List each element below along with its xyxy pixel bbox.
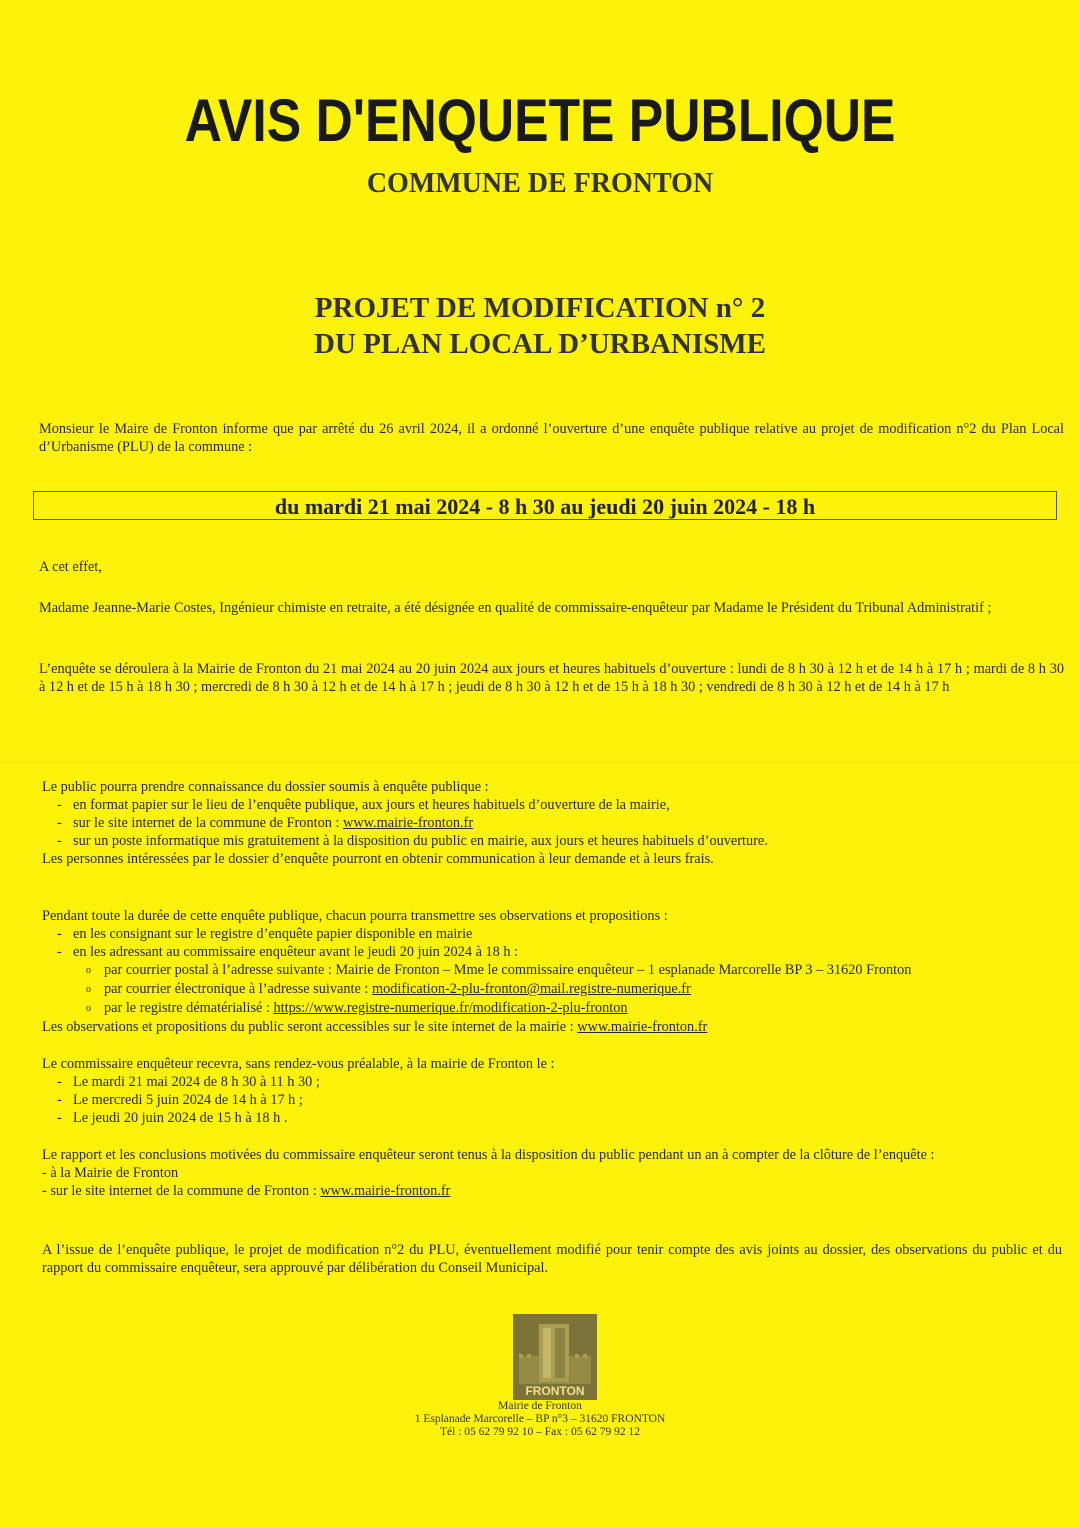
registre-link[interactable]: https://www.registre-numerique.fr/modification-2-plu-fronton <box>273 1000 628 1016</box>
permanences-section <box>42 1055 1062 1127</box>
list-item-text: en les adressant au commissaire enquêteur avant le jeudi 20 juin 2024 à 18 h : <box>73 944 519 960</box>
enquiry-dates-box: du mardi 21 mai 2024 - 8 h 30 au jeudi 20 juin 2024 - 18 h <box>33 491 1057 520</box>
permanences-intro: Le commissaire enquêteur recevra, sans rendez-vous préalable, à la mairie de Fronton le : <box>42 1056 555 1072</box>
footer-line1: Mairie de Fronton <box>498 1400 582 1412</box>
effet-line: A cet effet, <box>39 559 102 575</box>
rapport-section <box>42 1146 1062 1200</box>
observations-outro-text: Les observations et propositions du public seront accessibles sur le site internet de la mairie : <box>42 1019 578 1035</box>
logo-label: FRONTON <box>525 1384 585 1398</box>
mairie-website-link[interactable]: www.mairie-fronton.fr <box>577 1019 708 1035</box>
list-item: - sur le site internet de la commune de Fronton : www.mairie-fronton.fr <box>57 815 474 831</box>
sub-list-item: o par courrier postal à l’adresse suivante : Mairie de Fronton – Mme le commissaire enquêteur – 1 esplanade Marcorelle BP 3 – 31620 Fronton <box>86 962 912 978</box>
observations-outro <box>42 1018 1062 1036</box>
list-item: - Le mardi 21 mai 2024 de 8 h 30 à 11 h 30 ; <box>57 1074 320 1090</box>
list-item: - sur un poste informatique mis gratuitement à la disposition du public en mairie, aux jours et heures habituels d’ouverture. <box>57 833 768 849</box>
commune-name: COMMUNE DE FRONTON <box>366 168 714 199</box>
footer <box>0 1400 1080 1439</box>
list-item: - à la Mairie de Fronton <box>42 1165 179 1181</box>
fronton-logo <box>513 1314 597 1400</box>
list-item: - en format papier sur le lieu de l’enquête publique, aux jours et heures habituels d’ouverture de la mairie, <box>57 797 670 813</box>
project-heading <box>0 290 1080 362</box>
list-item <box>42 1182 1062 1200</box>
footer-address: 1 Esplanade Marcorelle – BP n°3 – 31620 FRONTON <box>414 1413 666 1425</box>
list-item: - en les consignant sur le registre d’enquête papier disponible en mairie <box>57 926 473 942</box>
project-heading-line1: PROJET DE MODIFICATION n° 2 <box>314 292 766 324</box>
observations-intro: Pendant toute la durée de cette enquête publique, chacun pourra transmettre ses observations et propositions : <box>42 908 668 924</box>
consultation-intro: Le public pourra prendre connaissance du dossier soumis à enquête publique : <box>42 779 489 795</box>
list-item-text: en format papier sur le lieu de l’enquête publique, aux jours et heures habituels d’ouverture de la mairie, <box>73 797 670 813</box>
page-fold-line <box>0 762 1080 763</box>
consultation-section <box>42 778 1062 868</box>
list-item-text: sur un poste informatique mis gratuitement à la disposition du public en mairie, aux jours et heures habituels d’ouverture. <box>73 833 768 849</box>
sub-list-item-text: par le registre dématérialisé : <box>104 1000 274 1016</box>
list-item-text: sur le site internet de la commune de Fronton : <box>73 815 343 831</box>
list-item-text: en les consignant sur le registre d’enquête papier disponible en mairie <box>73 926 473 942</box>
email-link[interactable]: modification-2-plu-fronton@mail.registre-numerique.fr <box>371 981 691 997</box>
rapport-intro: Le rapport et les conclusions motivées du commissaire enquêteur seront tenus à la disposition du public pendant un an à compter de la clôture de l’enquête : <box>42 1147 935 1163</box>
sub-list-item-text: par courrier postal à l’adresse suivante : Mairie de Fronton – Mme le commissaire enquêteur – 1 esplanade Marcorelle BP 3 – 31620 Fronton <box>104 962 912 978</box>
list-item: - en les adressant au commissaire enquêteur avant le jeudi 20 juin 2024 à 18 h : <box>57 944 519 960</box>
notice-title: AVIS D'ENQUETE PUBLIQUE <box>184 87 896 154</box>
list-item-text: Le mardi 21 mai 2024 de 8 h 30 à 11 h 30 ; <box>73 1074 320 1090</box>
mairie-website-link[interactable]: www.mairie-fronton.fr <box>320 1183 451 1199</box>
list-item: - Le jeudi 20 juin 2024 de 15 h à 18 h . <box>57 1110 288 1126</box>
list-item-text: Le mercredi 5 juin 2024 de 14 h à 17 h ; <box>73 1092 303 1108</box>
list-item-text: - sur le site internet de la commune de Fronton : <box>42 1183 321 1199</box>
footer-contact: Tél : 05 62 79 92 10 – Fax : 05 62 79 92 12 <box>440 1426 640 1438</box>
list-item: - Le mercredi 5 juin 2024 de 14 h à 17 h ; <box>57 1092 303 1108</box>
consultation-outro: Les personnes intéressées par le dossier d’enquête pourront en obtenir communication à leur demande et à leurs frais. <box>42 851 714 867</box>
sub-list-item: o par courrier électronique à l’adresse suivante : modification-2-plu-fronton@mail.registre-numerique.fr <box>86 981 691 997</box>
commissaire-paragraph: Madame Jeanne-Marie Costes, Ingénieur chimiste en retraite, a été désignée en qualité de commissaire-enquêteur par Madame le Président du Tribunal Administratif ; <box>39 600 992 616</box>
sub-list-item: o par le registre dématérialisé : https://www.registre-numerique.fr/modification-2-plu-fronton <box>86 1000 628 1016</box>
intro-paragraph: Monsieur le Maire de Fronton informe que par arrêté du 26 avril 2024, il a ordonné l’ouverture d’une enquête publique relative au projet de modification n°2 du Plan Local d’Urbanisme (PLU) de la commune : <box>39 421 1064 455</box>
list-item-text: Le jeudi 20 juin 2024 de 15 h à 18 h . <box>73 1110 288 1126</box>
conclusion-paragraph: A l’issue de l’enquête publique, le projet de modification n°2 du PLU, éventuellement modifié pour tenir compte des avis joints au dossier, des observations du public et du rapport du commissaire enquêteur, sera approuvé par délibération du Conseil Municipal. <box>42 1242 1062 1276</box>
sub-list-item-text: par courrier électronique à l’adresse suivante : <box>104 981 372 997</box>
project-heading-line2: DU PLAN LOCAL D’URBANISME <box>314 328 766 360</box>
mairie-website-link[interactable]: www.mairie-fronton.fr <box>343 815 474 831</box>
deroulement-paragraph: L’enquête se déroulera à la Mairie de Fronton du 21 mai 2024 au 20 juin 2024 aux jours et heures habituels d’ouverture : lundi de 8 h 30 à 12 h et de 14 h à 17 h ; mardi de 8 h 30 à 12 h et de 15 h à 18 h 30 ; mercredi de 8 h 30 à 12 h et de 14 h à 17 h ; jeudi de 8 h 30 à 12 h et de 15 h à 18 h 30 ; vendredi de 8 h 30 à 12 h et de 14 h à 17 h <box>39 661 1064 695</box>
observations-section <box>42 907 1062 1036</box>
